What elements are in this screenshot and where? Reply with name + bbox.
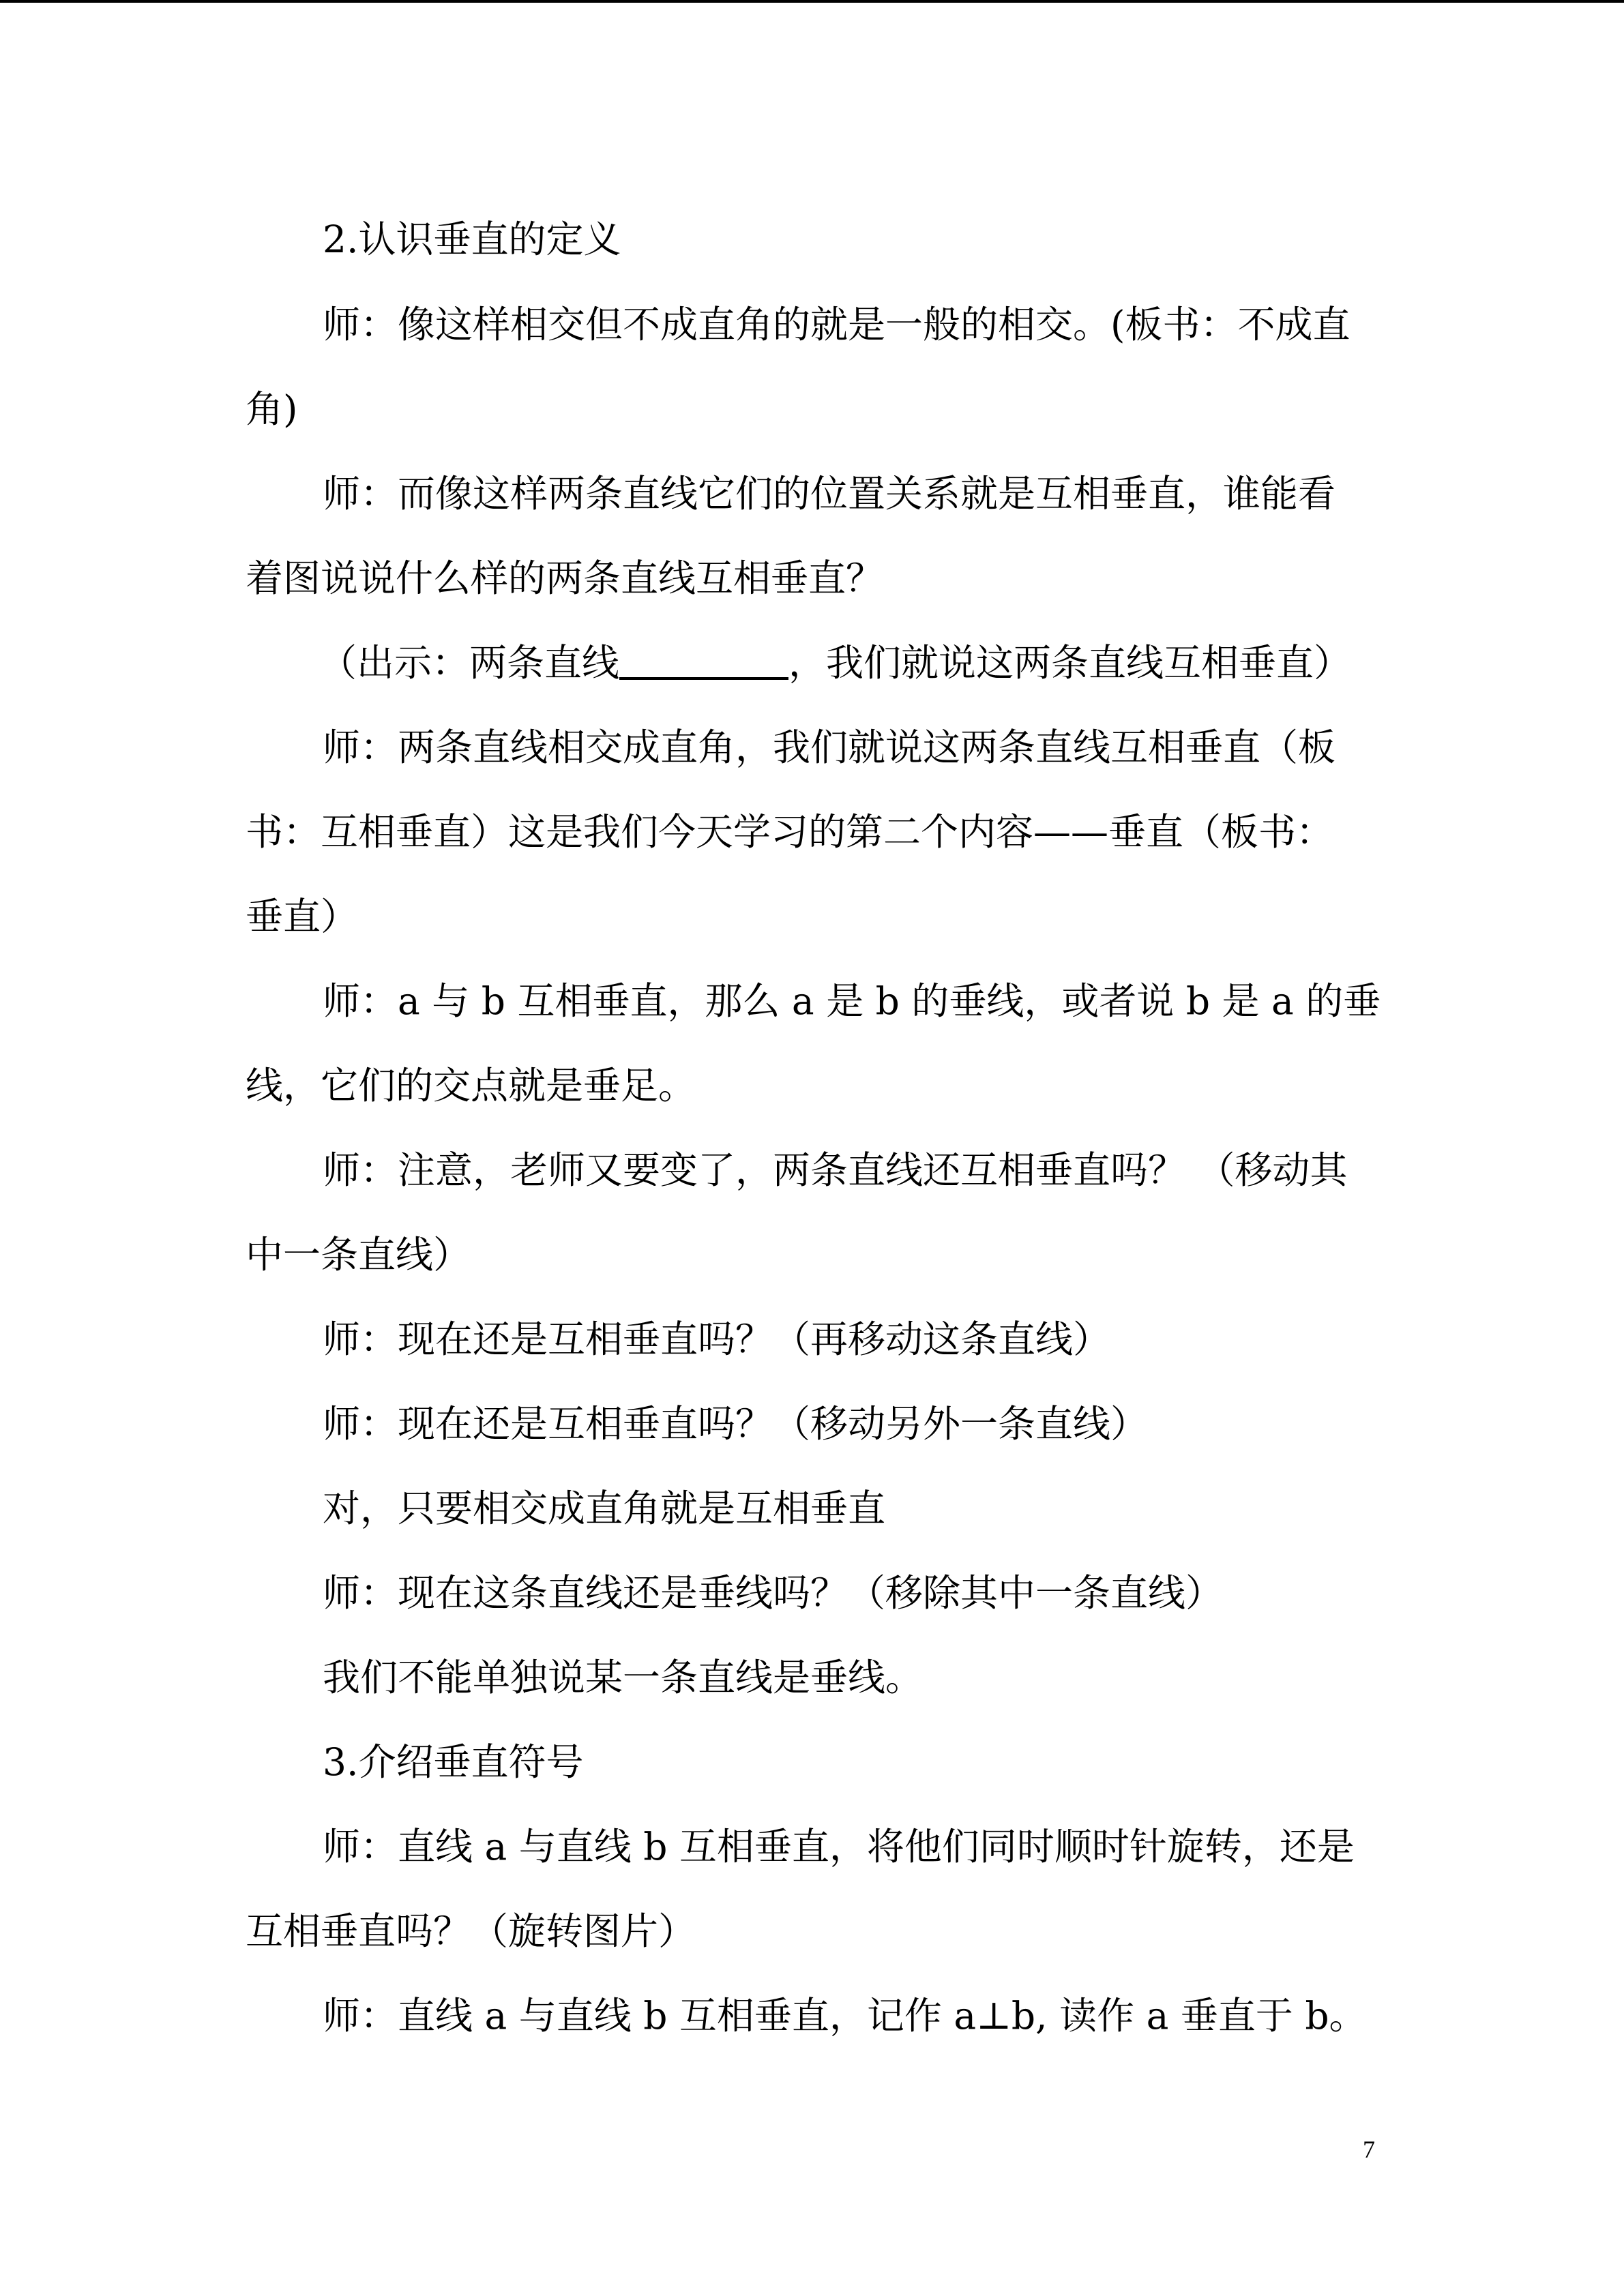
paragraph-line: 师：现在还是互相垂直吗？（移动另外一条直线） (323, 1402, 1149, 1446)
paragraph-line: 互相垂直吗？（旋转图片） (246, 1909, 696, 1953)
fill-in-blank-prefix: （出示：两条直线 (319, 641, 620, 685)
paragraph-line: 师：现在还是互相垂直吗？（再移动这条直线） (323, 1317, 1111, 1361)
paragraph-line: 师：直线 a 与直线 b 互相垂直，记作 a⊥b, 读作 a 垂直于 b。 (323, 1994, 1367, 2038)
paragraph-line: 对，只要相交成直角就是互相垂直 (323, 1487, 886, 1530)
paragraph-line: 垂直） (246, 895, 359, 938)
section-heading-perpendicular-symbol: 3.介绍垂直符号 (323, 1740, 584, 1784)
paragraph-line: 师：注意，老师又要变了，两条直线还互相垂直吗？ （移动其 (323, 1148, 1348, 1192)
fill-in-blank-line (319, 637, 1351, 689)
paragraph-line: 着图说说什么样的两条直线互相垂直？ (246, 556, 884, 600)
paragraph-line: 书：互相垂直）这是我们今天学习的第二个内容——垂直（板书： (246, 810, 1334, 854)
fill-in-blank-suffix: ，我们就说这两条直线互相垂直） (788, 641, 1352, 685)
paragraph-line: 中一条直线） (246, 1233, 471, 1277)
paragraph-line: 师：现在这条直线还是垂线吗？（移除其中一条直线） (323, 1571, 1224, 1615)
page-number: 7 (1363, 2136, 1375, 2163)
paragraph-line: 角) (246, 387, 298, 431)
paragraph-line: 师：而像这样两条直线它们的位置关系就是互相垂直，谁能看 (323, 472, 1336, 516)
paragraph-line: 我们不能单独说某一条直线是垂线。 (323, 1656, 924, 1699)
paragraph-line: 师：直线 a 与直线 b 互相垂直，将他们同时顺时针旋转，还是 (323, 1825, 1355, 1868)
paragraph-line: 线，它们的交点就是垂足。 (246, 1064, 696, 1107)
paragraph-line: 师：a 与 b 互相垂直，那么 a 是 b 的垂线，或者说 b 是 a 的垂 (323, 979, 1381, 1023)
paragraph-line: 师：两条直线相交成直角，我们就说这两条直线互相垂直（板 (323, 726, 1336, 769)
section-heading-perpendicular-definition: 2.认识垂直的定义 (323, 218, 621, 261)
answer-blank (619, 677, 788, 680)
paragraph-line: 师：像这样相交但不成直角的就是一般的相交。(板书：不成直 (323, 303, 1350, 346)
